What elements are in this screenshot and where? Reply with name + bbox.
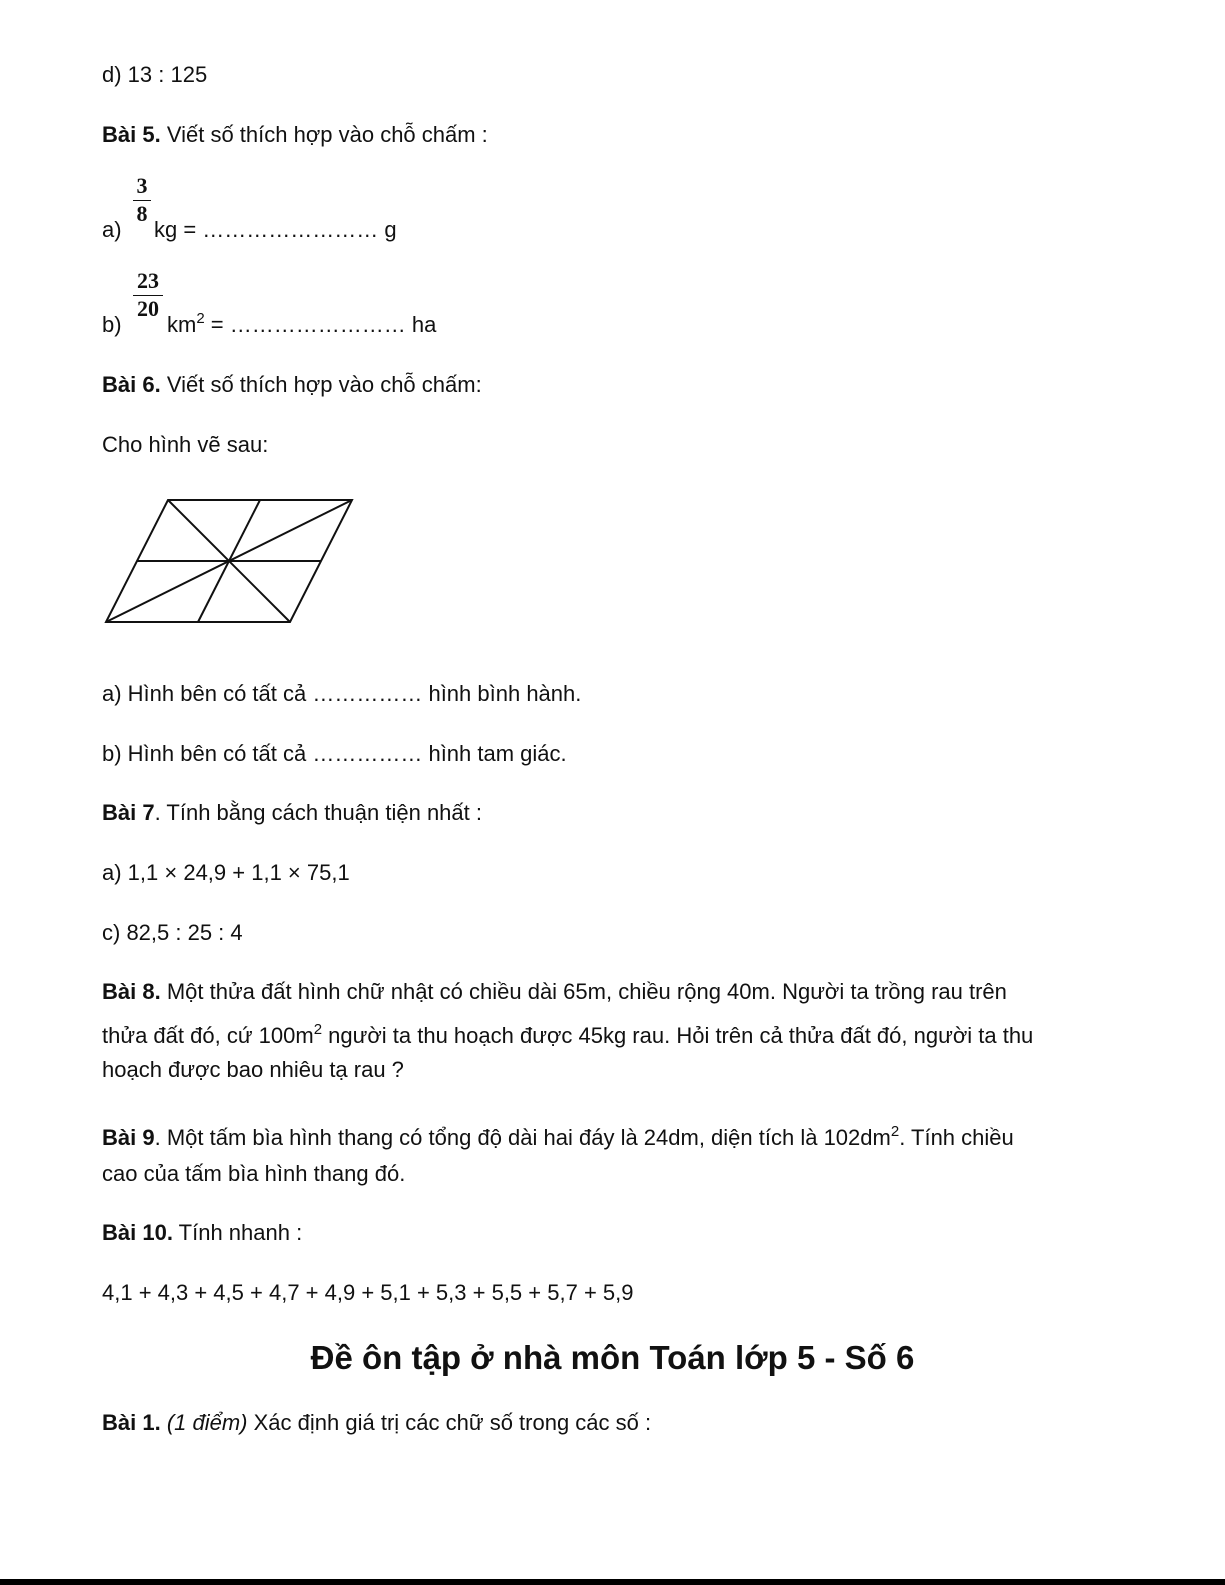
section-heading: Đề ôn tập ở nhà môn Toán lớp 5 - Số 6 (310, 1339, 915, 1376)
exercise-7a-line (102, 860, 350, 886)
fraction-numerator: 3 (136, 173, 148, 198)
superscript: 2 (196, 310, 205, 327)
exercise-4d-line (102, 62, 207, 88)
exercise-7c-line (102, 920, 243, 946)
exercise-10-instruction: Tính nhanh : (172, 1220, 303, 1245)
exercise-6b-line (102, 741, 567, 767)
unit-km: km (167, 312, 197, 337)
exercise-1-label: Bài 1. (102, 1410, 161, 1435)
exercise-6b-text: b) Hình bên có tất cả …………… hình tam giác. (102, 741, 567, 766)
exercise-5a-line (102, 217, 122, 243)
exercise-8-line-2 (102, 1023, 1033, 1049)
exercise-6-label: Bài 6. (102, 372, 161, 397)
exercise-5b-line (102, 312, 122, 338)
exercise-1-instruction: Xác định giá trị các chữ số trong các số : (247, 1410, 652, 1435)
exercise-10-expression (102, 1280, 633, 1306)
exercise-6-intro-text: Cho hình vẽ sau: (102, 432, 269, 457)
exercise-6a-line (102, 681, 581, 707)
exercise-8-text-2a: thửa đất đó, cứ 100m (102, 1023, 314, 1048)
exercise-8-text-2b: người ta thu hoạch được 45kg rau. Hỏi trên cả thửa đất đó, người ta thu (322, 1023, 1034, 1048)
exercise-7-instruction: . Tính bằng cách thuận tiện nhất : (154, 800, 482, 825)
exercise-6-intro (102, 432, 268, 458)
superscript: 2 (890, 1123, 900, 1140)
fraction-3-8 (133, 175, 151, 225)
exercise-5b-text: = …………………… ha (204, 312, 437, 337)
exercise-6a-text: a) Hình bên có tất cả …………… hình bình hành. (102, 681, 582, 706)
exercise-8-label: Bài 8. (102, 979, 161, 1004)
exercise-6-title (102, 372, 482, 398)
exercise-1-points: (1 điểm) (166, 1410, 248, 1435)
exercise-5-instruction: Viết số thích hợp vào chỗ chấm : (160, 122, 488, 147)
exercise-5a-rest (154, 217, 397, 243)
exercise-8-line-3 (102, 1057, 404, 1083)
fraction-numerator: 23 (137, 268, 159, 293)
exercise-5b-rest (167, 312, 436, 338)
parallelogram-figure (102, 495, 358, 627)
exercise-1-title (102, 1410, 651, 1436)
exercise-8-line-1 (102, 979, 1007, 1005)
exercise-7-label: Bài 7 (102, 800, 155, 825)
exercise-9-text-1b: . Tính chiều (899, 1125, 1014, 1150)
exercise-9-text-1a: . Một tấm bìa hình thang có tổng độ dài hai đáy là 24dm, diện tích là 102dm (154, 1125, 891, 1150)
exercise-7c-text: c) 82,5 : 25 : 4 (102, 920, 243, 945)
exercise-5a-prefix: a) (102, 217, 122, 242)
page-bottom-border (0, 1579, 1225, 1585)
exercise-8-text-1: Một thửa đất hình chữ nhật có chiều dài 65m, chiều rộng 40m. Người ta trồng rau trên (160, 979, 1007, 1004)
exercise-7-title (102, 800, 482, 826)
exercise-6-instruction: Viết số thích hợp vào chỗ chấm: (160, 372, 482, 397)
superscript: 2 (313, 1021, 323, 1038)
exercise-4d-text: d) 13 : 125 (102, 62, 208, 87)
exercise-9-label: Bài 9 (102, 1125, 155, 1150)
exercise-5-label: Bài 5. (102, 122, 161, 147)
fraction-23-20 (133, 270, 163, 320)
exercise-10-title (102, 1220, 302, 1246)
fraction-denominator: 8 (136, 201, 148, 226)
exercise-5a-text: kg = …………………… g (154, 217, 397, 242)
exercise-10-label: Bài 10. (102, 1220, 173, 1245)
exercise-10-expression-text: 4,1 + 4,3 + 4,5 + 4,7 + 4,9 + 5,1 + 5,3 + 5,5 + 5,7 + 5,9 (102, 1280, 634, 1305)
exercise-7a-text: a) 1,1 × 24,9 + 1,1 × 75,1 (102, 860, 350, 885)
exercise-5-title (102, 122, 488, 148)
exercise-9-line-2 (102, 1161, 405, 1187)
exercise-8-text-3: hoạch được bao nhiêu tạ rau ? (102, 1057, 404, 1082)
exercise-5b-prefix: b) (102, 312, 122, 337)
exercise-9-text-2: cao của tấm bìa hình thang đó. (102, 1161, 406, 1186)
exercise-9-line-1 (102, 1125, 1014, 1151)
fraction-denominator: 20 (137, 296, 159, 321)
